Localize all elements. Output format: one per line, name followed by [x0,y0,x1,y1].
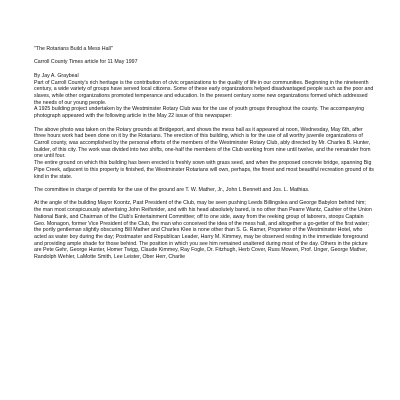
article-source: Carroll County Times article for 11 May 1997 [34,59,138,66]
paragraph-people: At the angle of the building Mayor Koontz, Past President of the Club, may be seen pushing Leeds Billingslea and George Babylon behind him; the man most conspicuously advertising John Reifsnider, and with his head absolutely bared, is no other than Pearre Wantz, Cashier of the Union National Bank, and Chairman of the Club's Entertainment Committee; off to one side, away from the reeking group of laborers, stoops Captain Geo. Monagon, former Vice President of the Club, the man who conceived the idea of the mess hall, and altogether a go-getter of the first water; the portly gentleman slightly obscuring Bill Mather and Charles Klee is none other than S. G. Ramer, Proprietor of the Westminster Hotel, who acted as water boy during the day; Postmaster and Republican Leader, Harry M. Kimmey, may be observed resting in the immediate foreground and providing ample shade for those behind. The position in which you see him remained unaltered during most of the day. Others in the picture are Pete Gehr, George Hunter, Homer Twigg, Claude Kimmey, Ray Fogle, Dr. Fitzhugh, Herb Cover, Russ Mowen, Prof. Unger, George Mather, Randolph Wehler, LaMotte Smith, Lee Leister, Ober Herr, Charlie [34,200,372,261]
paragraph-project: A 1925 building project undertaken by the Westminster Rotary Club was for the use of youth groups throughout the county. The accompanying photograph appeared with the following article in the May 22 issue of this newspaper: [34,106,365,120]
article-byline: By Jay A. Graybeal [34,72,79,79]
document-page [34,46,374,261]
paragraph-committee: The committee in charge of permits for the use of the ground are T. W. Mather, Jr., John L Bennett and Jos. L. Mathias. [34,186,310,193]
paragraph-ground: The entire ground on which this building has been erected is freshly sown with grass seed, and when the proposed concrete bridge, spanning Big Pipe Creek, adjacent to this property is finished, the Westminster Rotarians will own, perhaps, the finest and most beautiful recreation ground of its kind in the state. [34,160,374,180]
article-title: "The Rotarians Build a Mess Hall" [34,46,113,52]
paragraph-intro: Part of Carroll County's rich heritage is the contribution of civic organizations to the quality of life in our communities. Beginning in the nineteenth century, a wide variety of groups have served local citizens. Some of these early organizations helped disadvantaged people such as the poor and slaves, while other organizations promoted temperance and education. In the present century some new organizations formed which addressed the needs of our young people. [34,79,374,106]
paragraph-photo: The above photo was taken on the Rotary grounds at Bridgeport, and shows the mess hall as it appeared at noon, Wednesday, May 6th, after three hours work had been done on it by the Rotarians. The erection of this building, which is for the use of all worthy juvenile organizations of Carroll county, was accomplished by the personal efforts of the members of the Westminster Rotary Club, ably directed by Mr. Charles B. Hunter, builder, of this city. The work was divided into two shifts, one-half the members of the Club working from nine until twelve, and the remainder from one until four. [34,126,371,160]
